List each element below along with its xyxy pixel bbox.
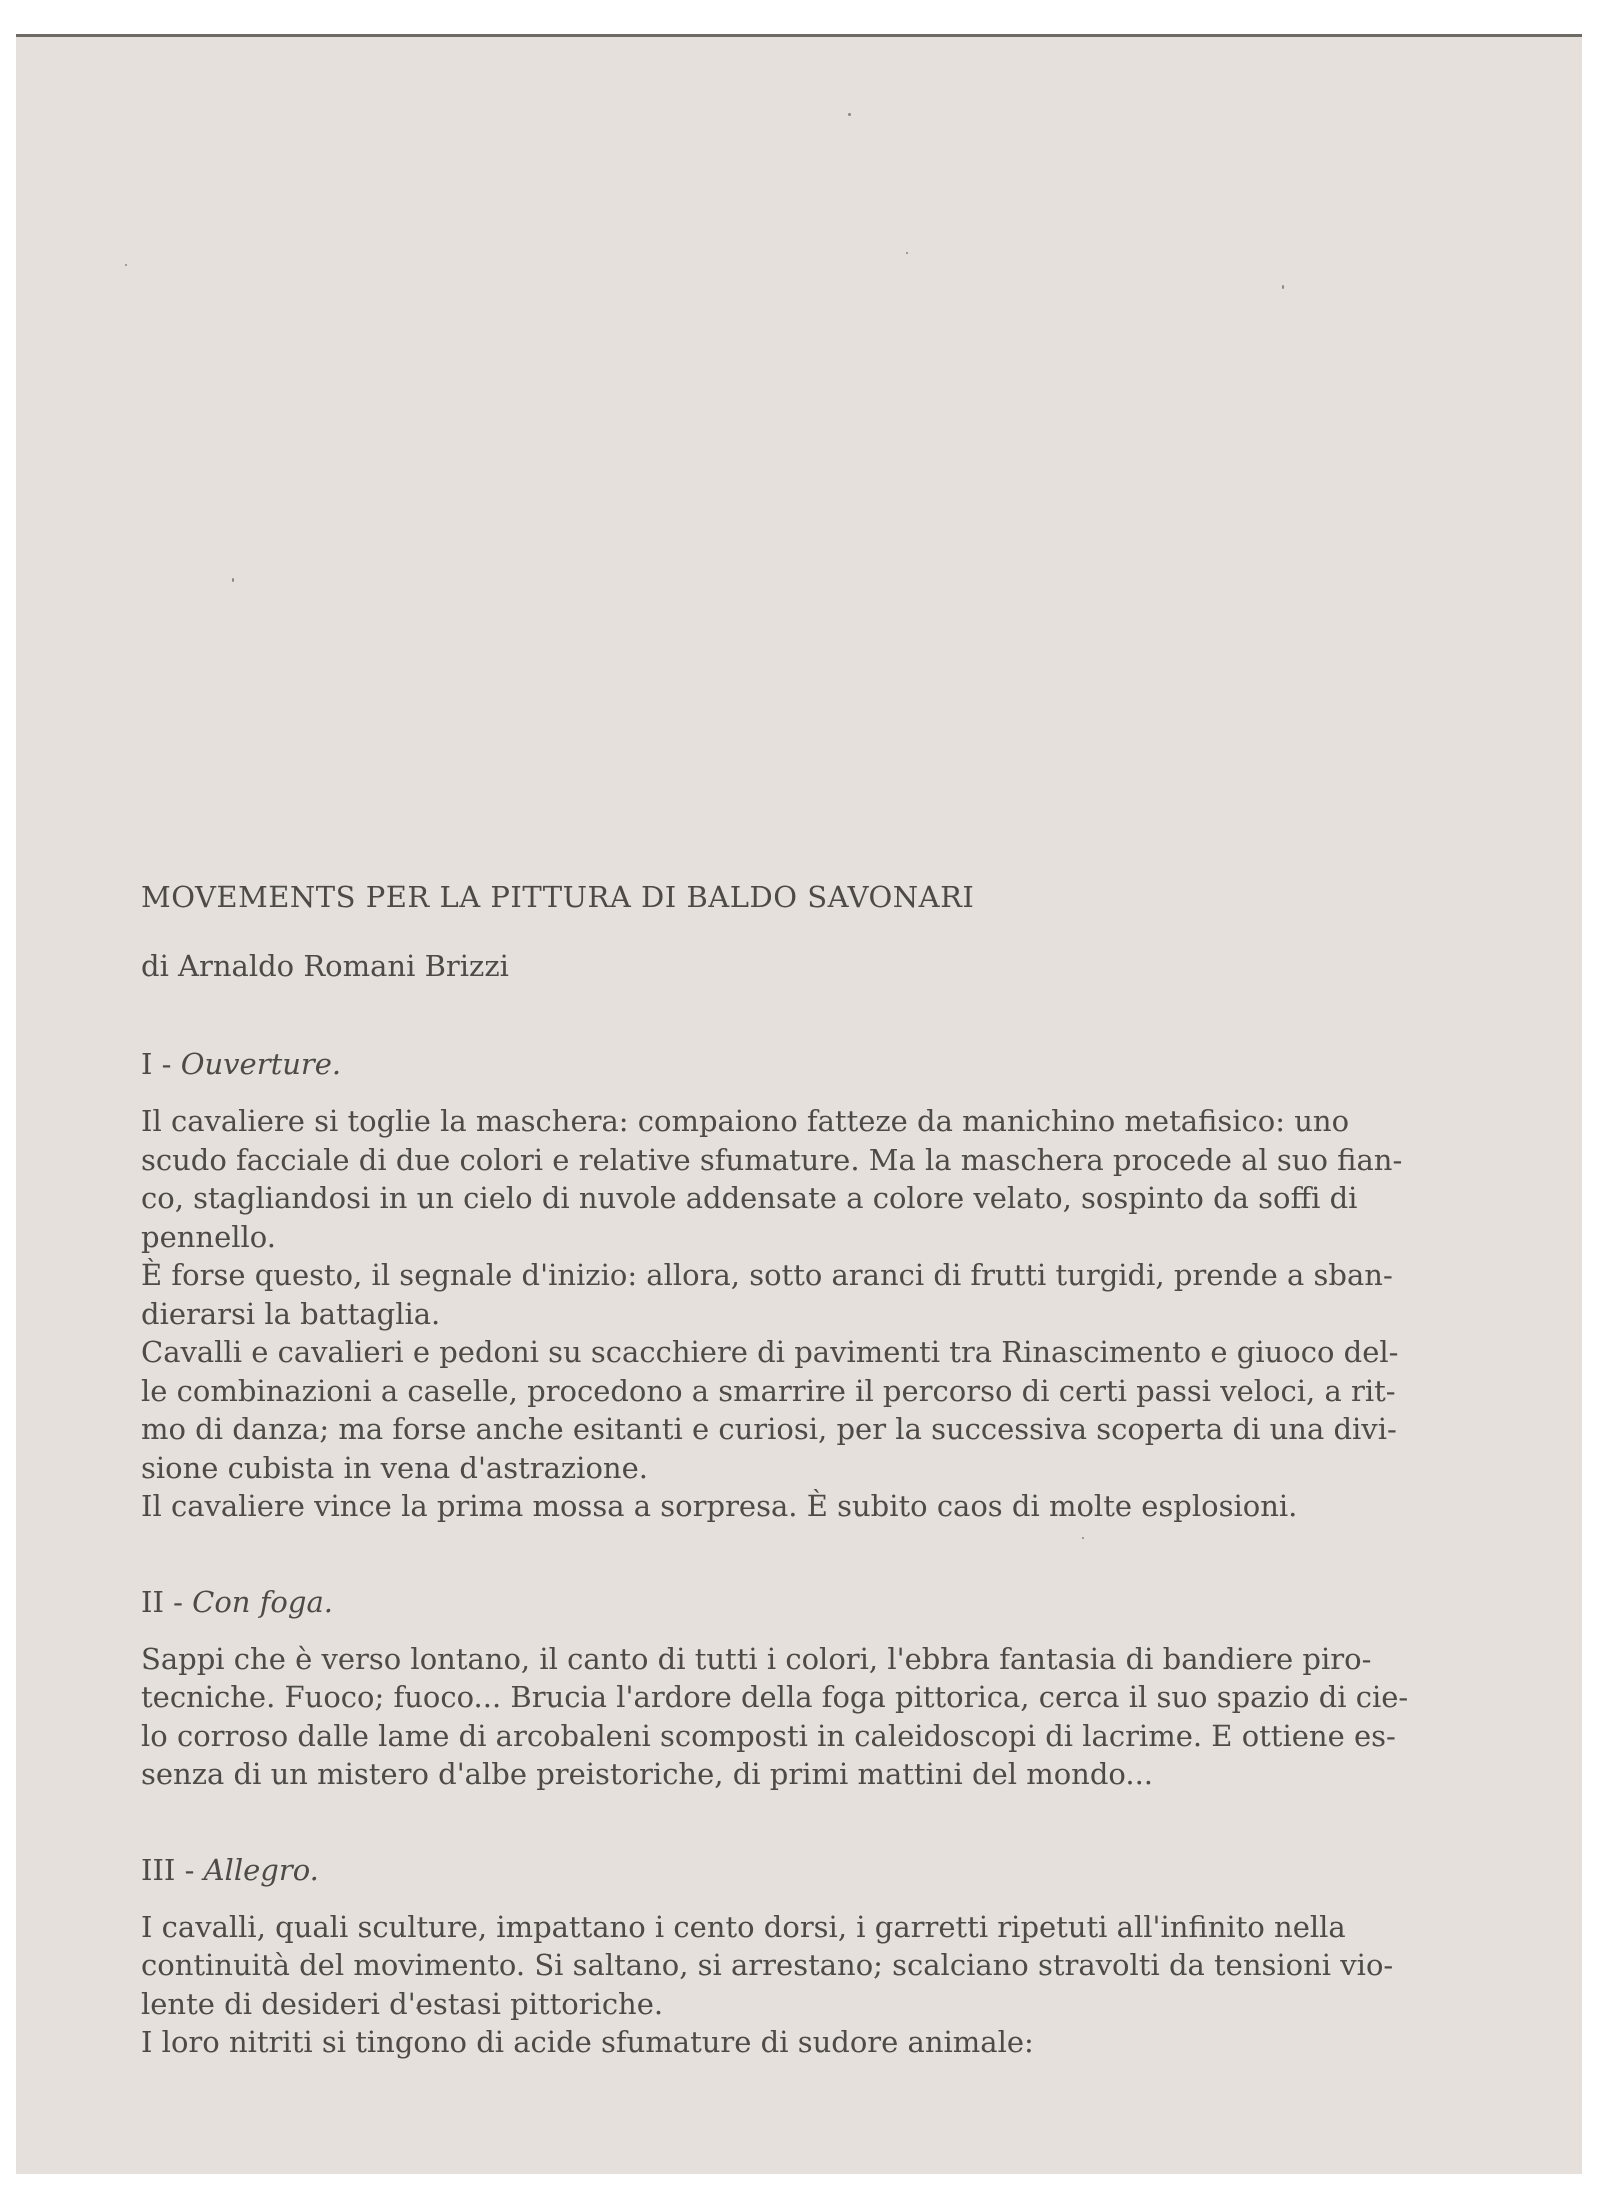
paper-speck bbox=[232, 578, 234, 582]
section-heading bbox=[141, 1848, 1421, 1892]
section-heading bbox=[141, 1580, 1421, 1624]
text-line: Il cavaliere si toglie la maschera: compaiono fatteze da manichino metafisico: uno bbox=[141, 1104, 1350, 1138]
section-text bbox=[141, 1102, 1421, 1526]
section-allegro bbox=[141, 1848, 1421, 2062]
section-numeral: III - bbox=[141, 1852, 204, 1887]
text-line: I loro nitriti si tingono di acide sfumature di sudore animale: bbox=[141, 2025, 1034, 2059]
text-line: pennello. bbox=[141, 1219, 276, 1254]
article bbox=[141, 875, 1421, 2062]
section-ouverture bbox=[141, 1042, 1421, 1526]
text-line: le combinazioni a caselle, procedono a smarrire il percorso di certi passi veloci, a rit- bbox=[141, 1373, 1396, 1408]
text-line: È forse questo, il segnale d'inizio: allora, sotto aranci di frutti turgidi, prende a sban- bbox=[141, 1258, 1393, 1292]
section-heading bbox=[141, 1042, 1421, 1086]
article-byline: di Arnaldo Romani Brizzi bbox=[141, 949, 509, 983]
text-line: lo corroso dalle lame di arcobaleni scomposti in caleidoscopi di lacrime. E ottiene es- bbox=[141, 1718, 1396, 1753]
text-line: sione cubista in vena d'astrazione. bbox=[141, 1450, 648, 1485]
text-line: Sappi che è verso lontano, il canto di tutti i colori, l'ebbra fantasia di bandiere piro- bbox=[141, 1641, 1372, 1676]
section-text bbox=[141, 1908, 1421, 2062]
text-line: I cavalli, quali sculture, impattano i cento dorsi, i garretti ripetuti all'infinito nella bbox=[141, 1909, 1346, 1944]
section-name: Con foga. bbox=[192, 1584, 333, 1619]
text-line: Cavalli e cavalieri e pedoni su scacchiere di pavimenti tra Rinascimento e giuoco del- bbox=[141, 1335, 1399, 1369]
paper-speck bbox=[125, 264, 127, 266]
section-numeral: I - bbox=[141, 1047, 181, 1081]
text-line: dierarsi la battaglia. bbox=[141, 1296, 441, 1331]
text-line: mo di danza; ma forse anche esitanti e curiosi, per la successiva scoperta di una divi- bbox=[141, 1412, 1397, 1446]
section-name: Allegro. bbox=[203, 1852, 319, 1887]
text-line: lente di desideri d'estasi pittoriche. bbox=[141, 1986, 664, 2021]
section-numeral: II - bbox=[141, 1584, 193, 1619]
section-name: Ouverture. bbox=[180, 1047, 342, 1081]
text-line: continuità del movimento. Si saltano, si arrestano; scalciano stravolti da tensioni vio- bbox=[141, 1948, 1394, 1982]
paper-speck bbox=[906, 252, 908, 254]
text-line: co, stagliandosi in un cielo di nuvole addensate a colore velato, sospinto da soffi di bbox=[141, 1181, 1358, 1215]
paper-speck bbox=[1282, 285, 1284, 289]
paper-page bbox=[16, 34, 1582, 2174]
text-line: tecniche. Fuoco; fuoco... Brucia l'ardore della foga pittorica, cerca il suo spazio di cie- bbox=[141, 1680, 1409, 1714]
text-line: scudo facciale di due colori e relative sfumature. Ma la maschera procede al suo fian- bbox=[141, 1142, 1403, 1177]
article-title: MOVEMENTS PER LA PITTURA DI BALDO SAVONARI bbox=[141, 880, 975, 914]
text-line: senza di un mistero d'albe preistoriche, di primi mattini del mondo... bbox=[141, 1757, 1154, 1791]
paper-speck bbox=[848, 113, 851, 116]
section-con-foga bbox=[141, 1580, 1421, 1794]
section-text bbox=[141, 1640, 1421, 1794]
text-line: Il cavaliere vince la prima mossa a sorpresa. È subito caos di molte esplosioni. bbox=[141, 1489, 1298, 1523]
